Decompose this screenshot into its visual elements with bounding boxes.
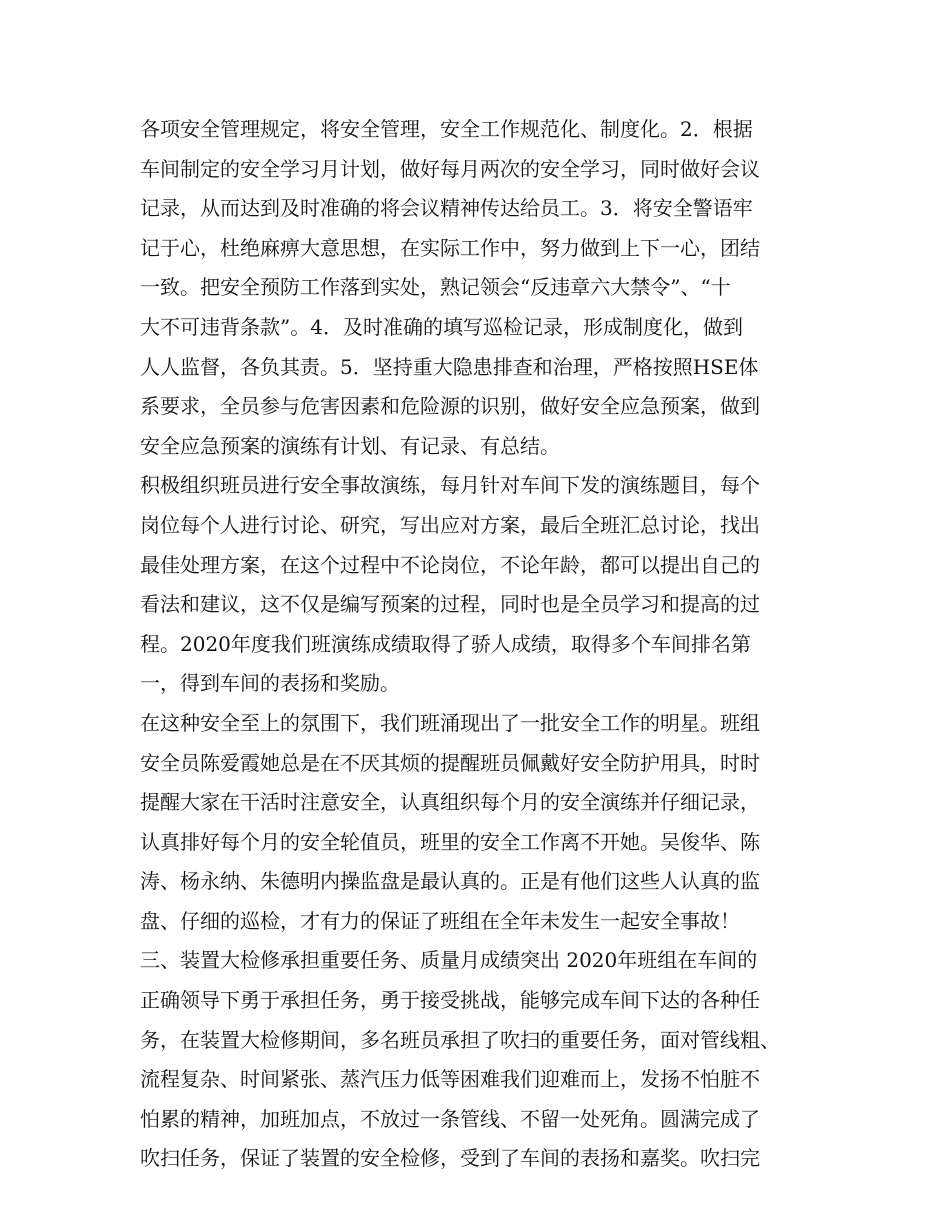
text-line: 务，在装置大检修期间，多名班员承担了吹扫的重要任务，面对管线粗、 [140,1027,780,1052]
text-line: 各项安全管理规定，将安全管理，安全工作规范化、制度化。2．根据 [140,117,753,141]
text-line: 看法和建议，这不仅是编写预案的过程，同时也是全员学习和提高的过 [140,592,760,617]
text-line: 涛、杨永纳、朱德明内操监盘是最认真的。正是有他们这些人认真的监 [140,869,760,894]
text-line: 一致。把安全预防工作落到实处，熟记领会“反违章六大禁令”、“十 [140,275,731,300]
text-line: 安全员陈爱霞她总是在不厌其烦的提醒班员佩戴好安全防护用具，时时 [140,750,760,775]
text-line: 正确领导下勇于承担任务，勇于接受挑战，能够完成车间下达的各种任 [140,988,760,1013]
text-line: 怕累的精神，加班加点，不放过一条管线、不留一处死角。圆满完成了 [140,1106,760,1131]
text-line: 大不可违背条款”。4．及时准确的填写巡检记录，形成制度化，做到 [140,314,743,339]
text-line: 三、装置大检修承担重要任务、质量月成绩突出 2020年班组在车间的 [140,948,758,973]
text-line: 车间制定的安全学习月计划，做好每月两次的安全学习，同时做好会议 [140,156,760,181]
document-body [140,110,820,1179]
text-line: 吹扫任务，保证了装置的安全检修，受到了车间的表扬和嘉奖。吹扫完 [140,1146,760,1171]
text-line: 系要求，全员参与危害因素和危险源的识别，做好安全应急预案，做到 [140,394,760,419]
text-line: 最佳处理方案，在这个过程中不论岗位，不论年龄，都可以提出自己的 [140,552,760,577]
text-line: 记于心，杜绝麻痹大意思想，在实际工作中，努力做到上下一心，团结 [140,235,760,260]
text-line: 记录，从而达到及时准确的将会议精神传达给员工。3．将安全警语牢 [140,196,753,221]
text-line: 提醒大家在干活时注意安全，认真组织每个月的安全演练并仔细记录， [140,790,760,815]
text-line: 程。2020年度我们班演练成绩取得了骄人成绩，取得多个车间排名第 [140,631,751,656]
text-line: 岗位每个人进行讨论、研究，写出应对方案，最后全班汇总讨论，找出 [140,512,760,537]
text-line: 人人监督，各负其责。5．坚持重大隐患排查和治理，严格按照HSE体 [140,354,759,379]
text-line: 认真排好每个月的安全轮值员，班里的安全工作离不开她。吴俊华、陈 [140,829,760,854]
text-line: 在这种安全至上的氛围下，我们班涌现出了一批安全工作的明星。班组 [140,710,760,735]
text-line: 盘、仔细的巡检，才有力的保证了班组在全年未发生一起安全事故！ [140,908,740,933]
text-line: 流程复杂、时间紧张、蒸汽压力低等困难我们迎难而上，发扬不怕脏不 [140,1067,760,1092]
text-line: 积极组织班员进行安全事故演练，每月针对车间下发的演练题目，每个 [140,473,760,498]
text-line: 安全应急预案的演练有计划、有记录、有总结。 [140,433,560,458]
text-line: 一，得到车间的表扬和奖励。 [140,671,400,696]
